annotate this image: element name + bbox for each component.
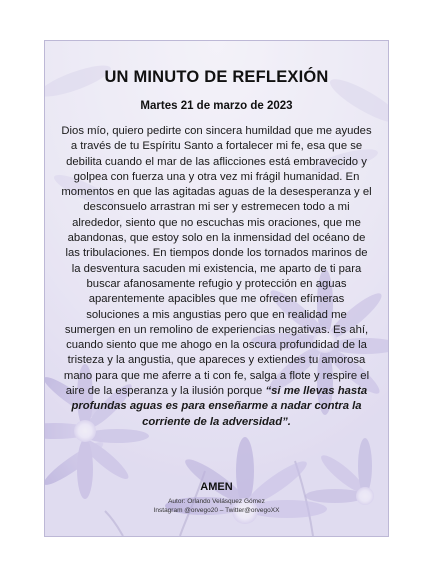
- document-title: UN MINUTO DE REFLEXIÓN: [104, 68, 329, 86]
- document-date: Martes 21 de marzo de 2023: [140, 100, 293, 112]
- document-content: [45, 41, 388, 536]
- reflection-card: [44, 40, 389, 537]
- reflection-paragraph: Dios mío, quiero pedirte con sincera humildad que me ayudes a través de tu Espíritu Santo a fortalecer mi fe, esa que se debilita cuando el mar de las aflicciones está embravecido y golpea con fuerza una y otra vez mi frágil humanidad. En momentos en que las agitadas aguas de la desesperanza y el desconsuelo arrastran mi ser y estremecen todo a mi alrededor, siento que no escuchas mis oraciones, que me abandonas, que estoy solo en la inmensidad del océano de las tribulaciones. En tiempos donde los tornados marinos de la desventura sacuden mi existencia, me aparto de ti para buscar afanosamente refugio y protección en aguas aparentemente apacibles que me ofrecen efímeras soluciones a mis angustias pero que en realidad me sumergen en un remolino de experiencias negativas. Es ahí, cuando siento que me ahogo en la oscura profundidad de la tristeza y la angustia, que apareces y extiendes tu amorosa mano para que me aferre a ti con fe, salga a flote y respire el aire de la esperanza y la ilusión porque: [61, 125, 372, 398]
- social-handles: Instagram @orvego20 – Twitter@orvegoXX: [153, 507, 280, 514]
- reflection-quote: “si me llevas hasta profundas aguas es para enseñarme a nadar contra la corriente de la adversidad”.: [71, 385, 368, 428]
- author-credit: Autor: Orlando Velásquez Gómez: [168, 498, 265, 505]
- closing-amen: AMEN: [200, 481, 233, 493]
- reflection-text: [61, 124, 372, 430]
